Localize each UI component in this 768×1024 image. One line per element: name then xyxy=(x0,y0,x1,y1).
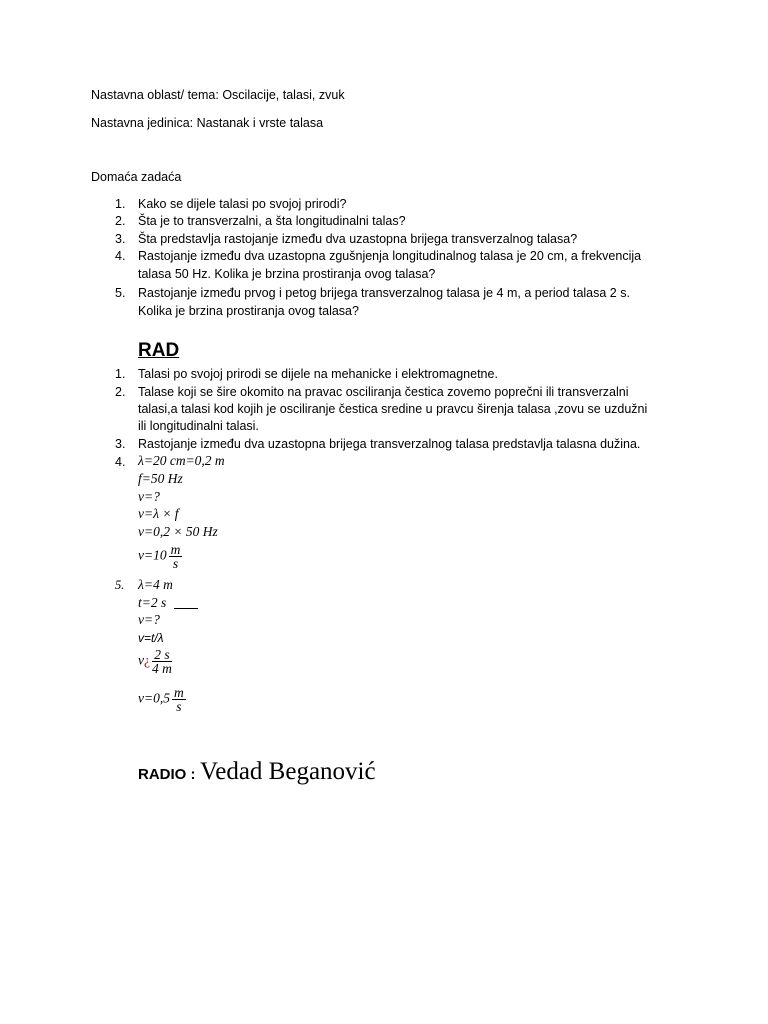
underline-mark xyxy=(174,608,198,609)
homework-title: Domaća zadaća xyxy=(91,170,182,184)
answer-text: Talasi po svojoj prirodi se dijele na mehanicke i elektromagnetne. xyxy=(138,367,498,381)
signature-label: RADIO : xyxy=(138,766,196,783)
question-number: 5. xyxy=(115,286,126,300)
fraction-denominator: 4 m xyxy=(152,661,172,676)
question-number: 4. xyxy=(115,249,126,263)
formula-text: t=2 s xyxy=(138,595,167,610)
answer-number: 3. xyxy=(115,437,126,451)
formula-line: v=? xyxy=(138,489,160,504)
answer-text: Rastojanje između dva uzastopna brijega transverzalnog talasa predstavlja talasna dužina. xyxy=(138,437,641,451)
signature-name: Vedad Beganović xyxy=(199,758,376,785)
formula-line: f=50 Hz xyxy=(138,471,183,486)
question-text: Kako se dijele talasi po svojoj prirodi? xyxy=(138,197,347,211)
formula-lhs: v=10 xyxy=(138,547,167,563)
fraction-numerator: 2 s xyxy=(152,648,172,662)
formula-lhs: v=0,5 xyxy=(138,690,170,706)
error-mark: ¿ xyxy=(144,652,150,668)
answer-number: 4. xyxy=(115,455,126,469)
fraction-denominator: s xyxy=(176,699,182,714)
fraction xyxy=(152,648,172,675)
formula-result xyxy=(138,686,186,713)
question-text: Šta je to transverzalni, a šta longitudinalni talas? xyxy=(138,214,406,228)
fraction xyxy=(172,686,186,713)
formula-fraction-line xyxy=(138,648,172,675)
formula-line: v=? xyxy=(138,612,160,627)
question-text: talasa 50 Hz. Kolika je brzina prostiranja ovog talasa? xyxy=(138,267,436,281)
formula-line: v=t/λ xyxy=(138,631,164,645)
question-number: 2. xyxy=(115,214,126,228)
signature-line xyxy=(138,758,376,786)
answer-text: talasi,a talasi kod kojih je osciliranje čestica sredine u pravcu širenja talasa ,zovu se uzdužni xyxy=(138,402,648,416)
question-number: 1. xyxy=(115,197,126,211)
formula-result xyxy=(138,543,182,570)
formula-line: λ=20 cm=0,2 m xyxy=(138,453,225,468)
fraction-numerator: m xyxy=(170,542,181,557)
fraction-denominator: s xyxy=(172,556,179,571)
fraction xyxy=(169,543,183,570)
formula-line: v=0,2 × 50 Hz xyxy=(138,524,218,539)
work-heading: RAD xyxy=(138,340,180,361)
answer-text: ili longitudinalni talasi. xyxy=(138,419,259,433)
formula-line xyxy=(138,595,198,611)
question-text: Šta predstavlja rastojanje između dva uzastopna brijega transverzalnog talasa? xyxy=(138,232,578,246)
subject-area-line: Nastavna oblast/ tema: Oscilacije, talasi, zvuk xyxy=(91,88,345,102)
lesson-unit-line: Nastavna jedinica: Nastanak i vrste talasa xyxy=(91,116,324,130)
answer-number: 5. xyxy=(115,578,125,592)
question-number: 3. xyxy=(115,232,126,246)
question-text: Rastojanje između prvog i petog brijega transverzalnog talasa je 4 m, a period talasa 2 s. xyxy=(138,286,630,300)
question-text: Kolika je brzina prostiranja ovog talasa? xyxy=(138,304,359,318)
formula-lhs: v xyxy=(138,652,144,668)
question-text: Rastojanje između dva uzastopna zgušnjenja longitudinalnog talasa je 20 cm, a frekvencija xyxy=(138,249,642,263)
formula-line: v=λ × f xyxy=(138,506,179,521)
formula-line: λ=4 m xyxy=(138,577,173,592)
fraction-numerator: m xyxy=(173,685,184,700)
answer-number: 1. xyxy=(115,367,126,381)
answer-text: Talase koji se šire okomito na pravac osciliranja čestica zovemo poprečni ili transverzalni xyxy=(138,385,629,399)
answer-number: 2. xyxy=(115,385,126,399)
